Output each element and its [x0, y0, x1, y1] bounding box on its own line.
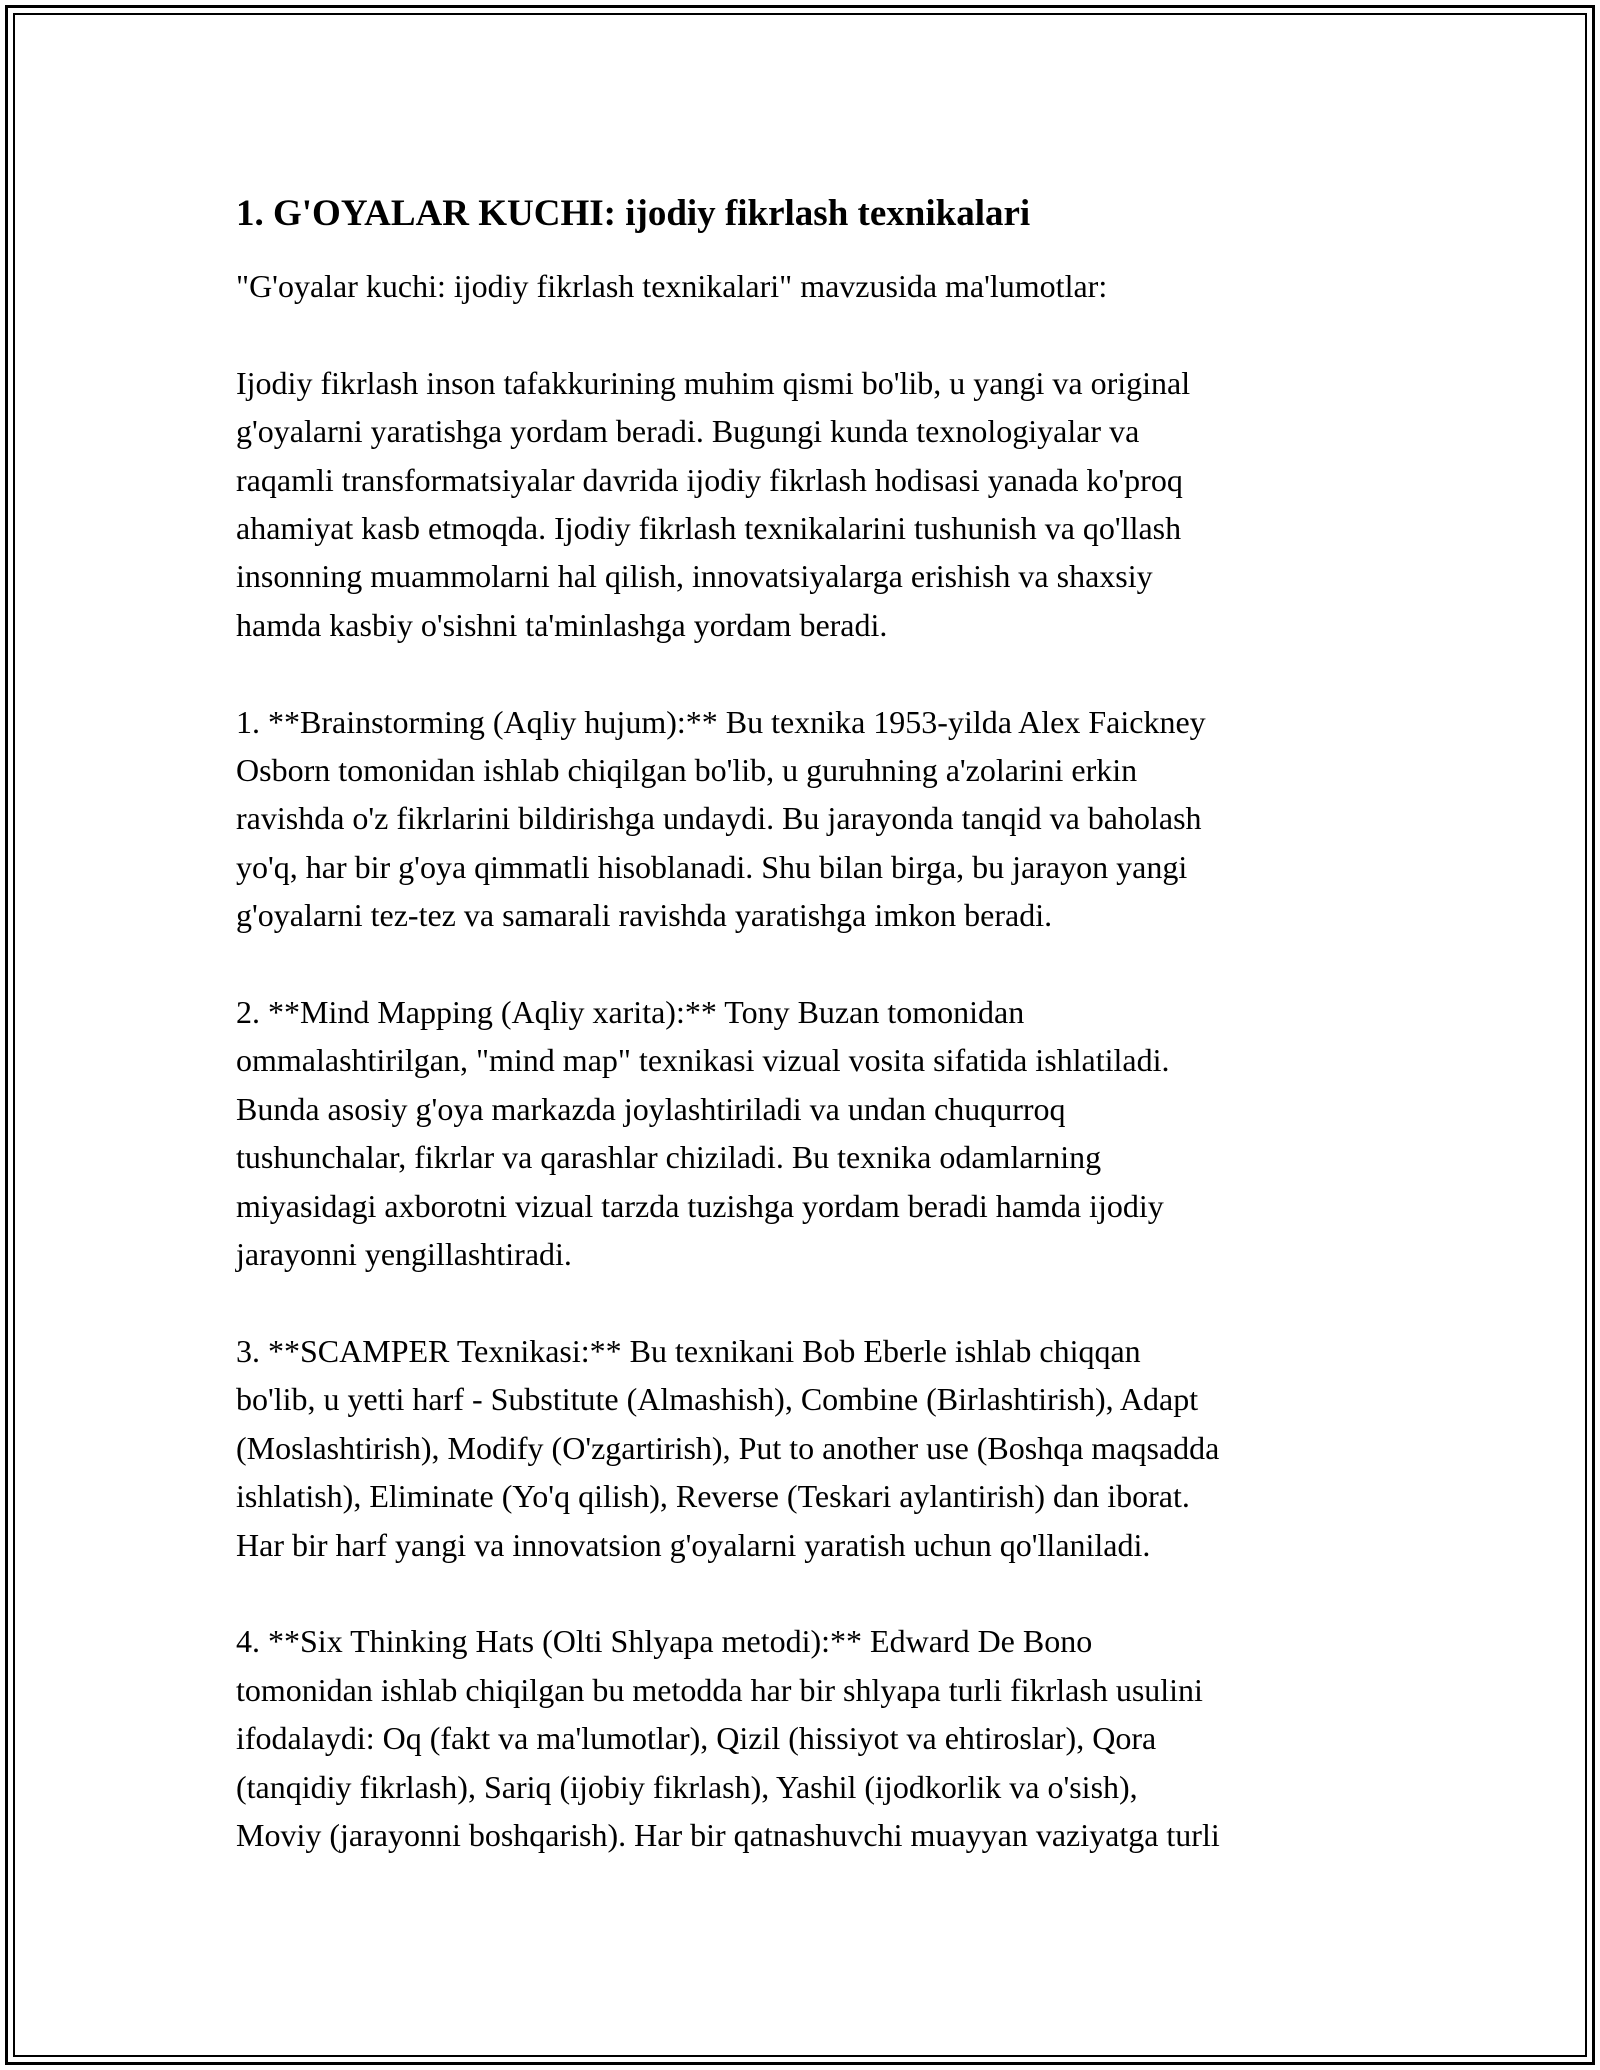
paragraph-intro [236, 262, 1386, 310]
paragraph-line: ommalashtirilgan, "mind map" texnikasi vizual vosita sifatida ishlatiladi. [236, 1042, 1170, 1079]
paragraph-line: insonning muammolarni hal qilish, innovatsiyalarga erishish va shaxsiy [236, 558, 1153, 595]
paragraph-line: g'oyalarni yaratishga yordam beradi. Bugungi kunda texnologiyalar va [236, 413, 1140, 450]
paragraph-line: miyasidagi axborotni vizual tarzda tuzishga yordam beradi hamda ijodiy [236, 1187, 1164, 1224]
paragraph-line: Har bir harf yangi va innovatsion g'oyalarni yaratish uchun qo'llaniladi. [236, 1526, 1151, 1563]
paragraph-line: "G'oyalar kuchi: ijodiy fikrlash texnikalari" mavzusida ma'lumotlar: [236, 268, 1108, 304]
paragraph-line: tushunchalar, fikrlar va qarashlar chiziladi. Bu texnika odamlarning [236, 1139, 1102, 1176]
paragraph-gap [236, 1278, 1386, 1326]
paragraph-overview [236, 359, 1386, 649]
paragraph-line: ifodalaydi: Oq (fakt va ma'lumotlar), Qizil (hissiyot va ehtiroslar), Qora [236, 1720, 1157, 1757]
paragraph-line: Ijodiy fikrlash inson tafakkurining muhim qismi bo'lib, u yangi va original [236, 364, 1191, 401]
document-title: 1. G'OYALAR KUCHI: ijodiy fikrlash texnikalari [236, 193, 1031, 234]
paragraph-mind-mapping [236, 988, 1386, 1278]
paragraph-six-thinking-hats [236, 1617, 1386, 1859]
paragraph-line: jarayonni yengillashtiradi. [236, 1236, 572, 1273]
paragraph-line: bo'lib, u yetti harf - Substitute (Almashish), Combine (Birlashtirish), Adapt [236, 1381, 1199, 1418]
paragraph-brainstorming [236, 698, 1386, 940]
paragraph-line: ravishda o'z fikrlarini bildirishga undaydi. Bu jarayonda tanqid va baholash [236, 800, 1202, 837]
document-body [236, 186, 1386, 1859]
paragraph-line: ishlatish), Eliminate (Yo'q qilish), Reverse (Teskari aylantirish) dan iborat. [236, 1478, 1190, 1515]
paragraph-gap [236, 1569, 1386, 1617]
paragraph-line: hamda kasbiy o'sishni ta'minlashga yordam beradi. [236, 606, 888, 643]
paragraph-line: Bunda asosiy g'oya markazda joylashtiriladi va undan chuqurroq [236, 1090, 1066, 1127]
paragraph-line: 2. **Mind Mapping (Aqliy xarita):** Tony Buzan tomonidan [236, 994, 1025, 1031]
paragraph-line: (Moslashtirish), Modify (O'zgartirish), Put to another use (Boshqa maqsadda [236, 1429, 1220, 1466]
paragraph-gap [236, 649, 1386, 697]
paragraph-line: (tanqidiy fikrlash), Sariq (ijobiy fikrlash), Yashil (ijodkorlik va o'sish), [236, 1768, 1138, 1805]
paragraph-line: 3. **SCAMPER Texnikasi:** Bu texnikani Bob Eberle ishlab chiqqan [236, 1332, 1141, 1369]
paragraph-line: ahamiyat kasb etmoqda. Ijodiy fikrlash texnikalarini tushunish va qo'llash [236, 510, 1182, 547]
paragraph-line: 1. **Brainstorming (Aqliy hujum):** Bu texnika 1953-yilda Alex Faickney [236, 703, 1206, 740]
paragraph-scamper [236, 1327, 1386, 1569]
paragraph-line: yo'q, har bir g'oya qimmatli hisoblanadi. Shu bilan birga, bu jarayon yangi [236, 848, 1188, 885]
paragraph-line: g'oyalarni tez-tez va samarali ravishda yaratishga imkon beradi. [236, 897, 1053, 934]
paragraph-line: Moviy (jarayonni boshqarish). Har bir qatnashuvchi muayyan vaziyatga turli [236, 1816, 1220, 1853]
paragraph-line: Osborn tomonidan ishlab chiqilgan bo'lib, u guruhning a'zolarini erkin [236, 752, 1138, 789]
paragraph-line: 4. **Six Thinking Hats (Olti Shlyapa metodi):** Edward De Bono [236, 1623, 1093, 1660]
paragraph-gap [236, 940, 1386, 988]
paragraph-gap [236, 310, 1386, 358]
paragraph-line: tomonidan ishlab chiqilgan bu metodda har bir shlyapa turli fikrlash usulini [236, 1671, 1203, 1708]
paragraph-line: raqamli transformatsiyalar davrida ijodiy fikrlash hodisasi yanada ko'proq [236, 461, 1183, 498]
